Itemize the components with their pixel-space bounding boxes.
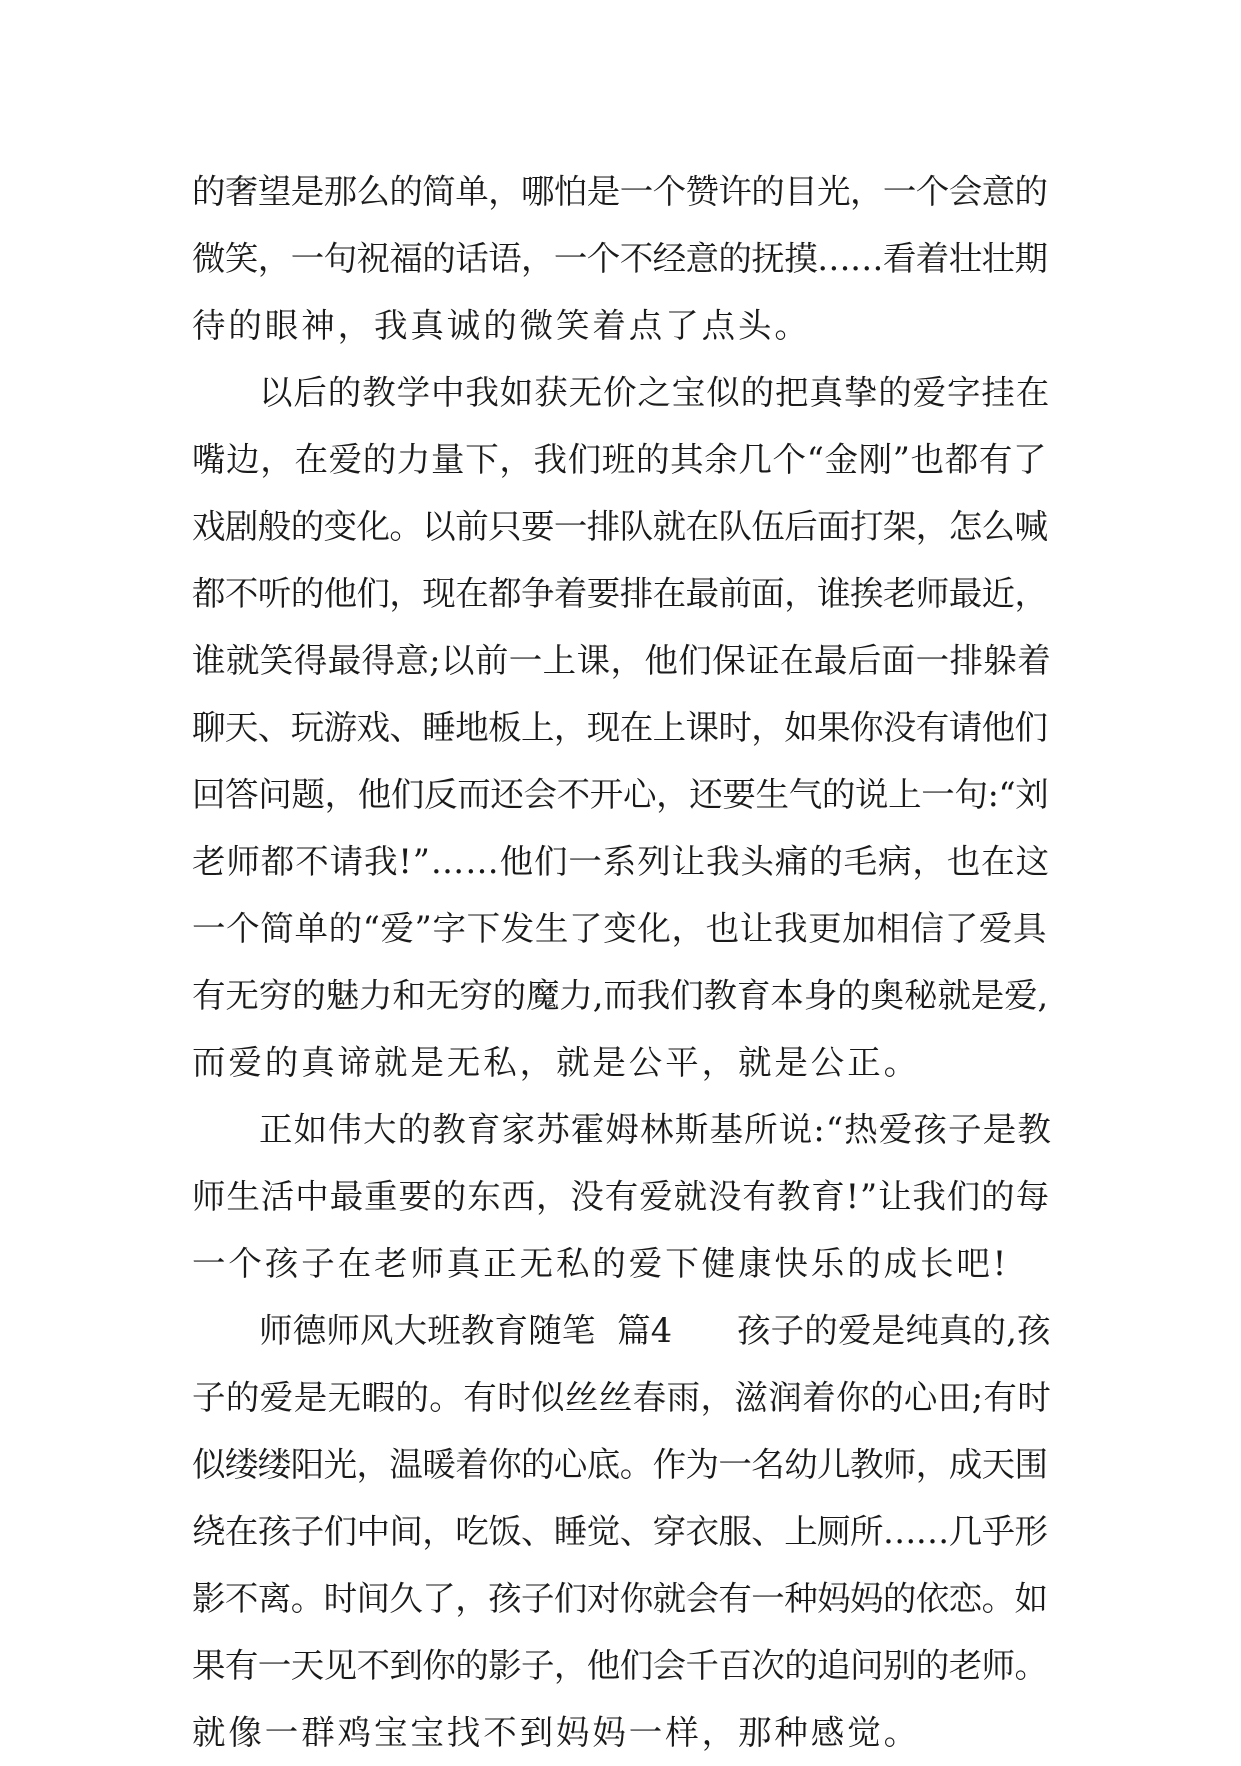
text-line: 就像一群鸡宝宝找不到妈妈一样，那种感觉。	[192, 1713, 920, 1752]
text-line: 都不听的他们，现在都争着要排在最前面，谁挨老师最近，	[192, 574, 1048, 613]
text-line: 师生活中最重要的东西，没有爱就没有教育!”让我们的每	[192, 1177, 1050, 1216]
text-line: 影不离。时间久了，孩子们对你就会有一种妈妈的依恋。如	[192, 1579, 1048, 1618]
text-line: 戏剧般的变化。以前只要一排队就在队伍后面打架，怎么喊	[192, 507, 1048, 546]
text-line: 果有一天见不到你的影子，他们会千百次的追问别的老师。	[192, 1646, 1048, 1685]
text-line: 待的眼神，我真诚的微笑着点了点头。	[192, 306, 811, 345]
text-line: 的奢望是那么的简单，哪怕是一个赞许的目光，一个会意的	[192, 172, 1048, 211]
text-line: 子的爱是无暇的。有时似丝丝春雨，滋润着你的心田;有时	[192, 1378, 1052, 1417]
text-line: 嘴边，在爱的力量下，我们班的其余几个“金刚”也都有了	[192, 440, 1048, 479]
text-line: 聊天、玩游戏、睡地板上，现在上课时，如果你没有请他们	[192, 708, 1048, 747]
text-line: 有无穷的魅力和无穷的魔力,而我们教育本身的奥秘就是爱,	[192, 976, 1049, 1015]
section-heading-line: 师德师风大班教育随笔 篇4 孩子的爱是纯真的,孩	[259, 1311, 1051, 1350]
body-text	[192, 158, 1052, 1766]
paragraph-start-line: 正如伟大的教育家苏霍姆林斯基所说:“热爱孩子是教	[259, 1110, 1053, 1149]
text-line: 回答问题，他们反而还会不开心，还要生气的说上一句:“刘	[192, 775, 1049, 814]
text-line: 谁就笑得最得意;以前一上课，他们保证在最后面一排躲着	[192, 641, 1052, 680]
text-line: 似缕缕阳光，温暖着你的心底。作为一名幼儿教师，成天围	[192, 1445, 1048, 1484]
text-line: 绕在孩子们中间，吃饭、睡觉、穿衣服、上厕所……几乎形	[192, 1512, 1048, 1551]
paragraph-start-line: 以后的教学中我如获无价之宝似的把真挚的爱字挂在	[259, 373, 1051, 412]
text-line: 老师都不请我!”……他们一系列让我头痛的毛病，也在这	[192, 842, 1050, 881]
text-line: 一个孩子在老师真正无私的爱下健康快乐的成长吧!	[192, 1244, 1010, 1283]
text-line: 微笑，一句祝福的话语，一个不经意的抚摸……看着壮壮期	[192, 239, 1048, 278]
text-line: 而爱的真谛就是无私，就是公平，就是公正。	[192, 1043, 920, 1082]
text-line: 一个简单的“爱”字下发生了变化，也让我更加相信了爱具	[192, 909, 1048, 948]
